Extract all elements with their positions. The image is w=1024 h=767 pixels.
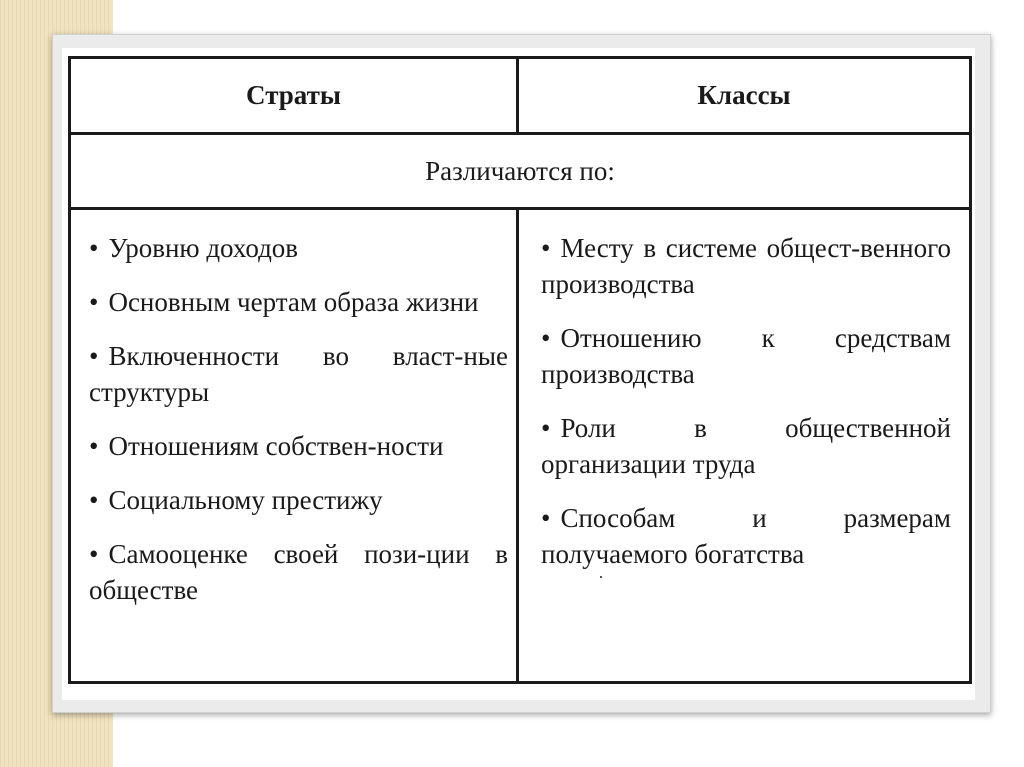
bullet-icon: • <box>89 485 99 515</box>
list-item-text: Включенности во власт-ные структуры <box>89 341 508 407</box>
list-item <box>541 230 951 302</box>
list-item <box>541 410 951 482</box>
list-item-text: Уровню доходов <box>108 233 299 263</box>
bullet-icon: • <box>541 413 551 443</box>
scan-speck <box>600 576 602 578</box>
classes-column <box>519 210 969 681</box>
bullet-icon: • <box>89 341 99 371</box>
list-item-text: Месту в системе общест-венного производства <box>541 233 951 299</box>
list-item-text: Роли в общественной организации труда <box>541 413 951 479</box>
bullet-icon: • <box>89 431 99 461</box>
list-item <box>541 320 951 392</box>
list-item <box>89 482 508 518</box>
list-item <box>89 536 508 608</box>
list-item-text: Способам и размерам получаемого богатства <box>541 503 951 569</box>
list-item-text: Отношениям собствен-ности <box>108 431 444 461</box>
bullet-icon: • <box>541 503 551 533</box>
bullet-icon: • <box>541 233 551 263</box>
list-item-text: Отношению к средствам производства <box>541 323 951 389</box>
list-item <box>541 500 951 572</box>
list-item <box>89 230 508 266</box>
strata-column <box>71 210 519 681</box>
bullet-icon: • <box>89 539 99 569</box>
list-item <box>89 284 508 320</box>
list-item-text: Социальному престижу <box>108 485 383 515</box>
comparison-table <box>68 56 972 684</box>
bullet-icon: • <box>541 323 551 353</box>
bullet-icon: • <box>89 233 99 263</box>
header-strata: Страты <box>71 59 519 132</box>
subheader-row: Различаются по: <box>71 135 969 210</box>
list-item-text: Основным чертам образа жизни <box>108 287 479 317</box>
bullet-icon: • <box>89 287 99 317</box>
header-row <box>71 59 969 135</box>
header-classes: Классы <box>697 80 791 110</box>
list-item-text: Самооценке своей пози-ции в обществе <box>89 539 508 605</box>
list-item <box>89 428 508 464</box>
list-item <box>89 338 508 410</box>
